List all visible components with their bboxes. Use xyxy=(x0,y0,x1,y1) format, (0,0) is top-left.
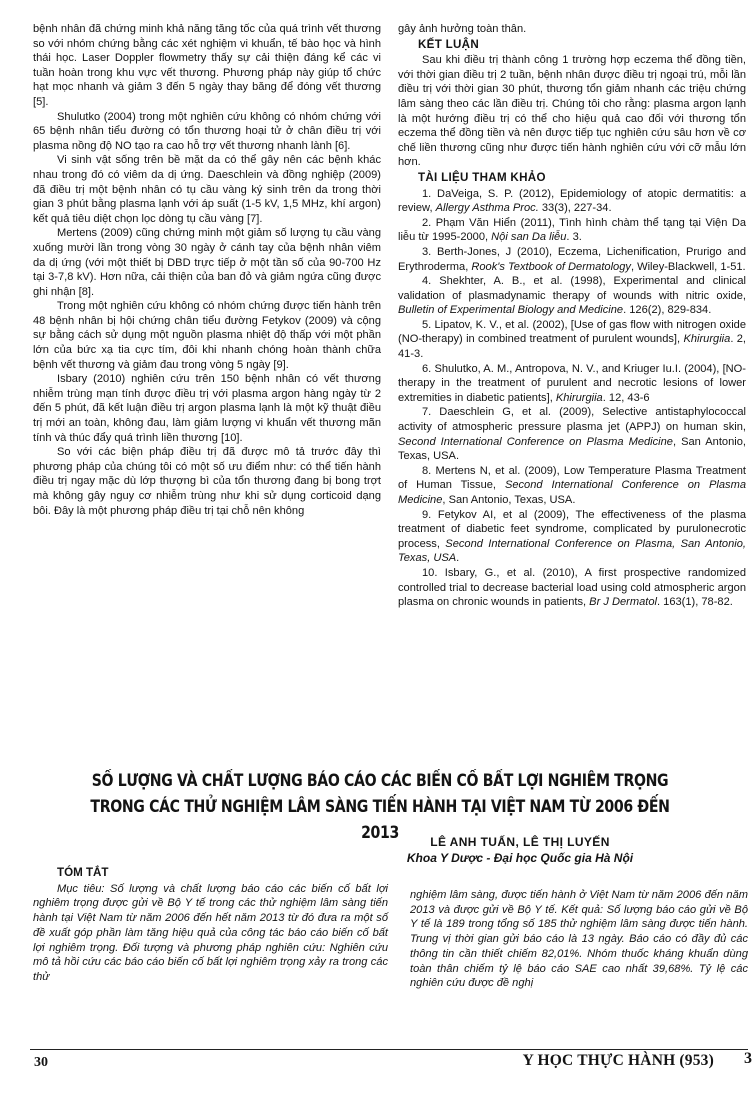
body-paragraph: gây ảnh hưởng toàn thân. xyxy=(398,23,527,35)
body-paragraph: Trong một nghiên cứu không có nhóm chứng được tiến hành trên 48 bệnh nhân bị hội chứng chân tiểu đường Fetykov (2009) và cộng sự bằng cách sử dụng một nguồn plasma nhiệt độ thấp với một phần lớn của bức xạ tia cực tím, đôi khi nhanh chóng hoàn thành chữa bệnh vết thương và giảm đau trong vòng 5 ngày [9]. xyxy=(33,300,381,371)
page-number: 30 xyxy=(34,1055,48,1070)
abstract-left xyxy=(33,866,388,985)
article-title-line: TRONG CÁC THỬ NGHIỆM LÂM SÀNG TIẾN HÀNH TẠI VIỆT NAM TỪ 2006 ĐẾN 2013 xyxy=(90,797,670,842)
left-column xyxy=(33,22,381,518)
body-paragraph: Vi sinh vật sống trên bề mặt da có thể gây nên các bệnh khác nhau trong đó có viêm da dị ứng. Daeschlein và đồng nghiệp (2009) đã điều trị một bệnh nhân có tụ cầu vàng ký sinh trên da trong thời gian 3 phút bằng plasma lạnh với áp suất (1-5 kV, 1,5 MHz, khí argon) kết quả tiêu diệt chọn lọc dòng tụ cầu vàng [7]. xyxy=(33,154,381,225)
reference-list xyxy=(398,187,746,610)
author-block xyxy=(370,834,670,866)
reference-item: 6. Shulutko, A. M., Antropova, N. V., and Kriuger Iu.I. (2004), [NO-therapy in the treatment of purulent and necrotic lesions of lower extremities in diabetic patients], Khirurgiia. 12, 43-6 xyxy=(398,362,746,404)
reference-item: 3. Berth-Jones, J (2010), Eczema, Lichenification, Prurigo and Erythroderma, Rook's Textbook of Dermatology, Wiley-Blackwell, 1-51. xyxy=(398,245,746,273)
reference-item: 1. DaVeiga, S. P. (2012), Epidemiology of atopic dermatitis: a review, Allergy Asthma Proc. 33(3), 227-34. xyxy=(398,187,746,215)
references-heading: TÀI LIỆU THAM KHẢO xyxy=(418,170,546,184)
reference-item: 8. Mertens N, et al. (2009), Low Temperature Plasma Treatment of Human Tissue, Second International Conference on Plasma Medicine, San Antonio, Texas, USA. xyxy=(398,464,747,506)
reference-item: 10. Isbary, G., et al. (2010), A first prospective randomized controlled trial to decrease bacterial load using cold atmospheric argon plasma on chronic wounds in patients, Br J Dermatol. 163(1), 78-82. xyxy=(398,566,746,609)
abstract-right xyxy=(410,888,748,991)
conclusion-paragraph: Sau khi điều trị thành công 1 trường hợp eczema thể đồng tiền, với thời gian điều trị 2 tuần, bệnh nhân được điều trị ngoại trú, mỗi lần điều trị với thời gian 30 phút, thương tổn giảm nhanh các triệu chứng lâm sàng theo các lần điều trị. Chúng tôi cho rằng: plasma argon lạnh là một hướng điều trị có thể cho hiệu quả cao đối với thương tổn eczema thể đồng tiền và nên được tiếp tục nghiên cứu sâu hơn về cơ chế liền thương cũng như được tiến hành nghiên cứu với cỡ mẫu lớn hơn. xyxy=(398,54,746,169)
footer-divider xyxy=(30,1049,748,1050)
body-paragraph: Isbary (2010) nghiên cứu trên 150 bệnh nhân có vết thương nhiễm trùng mạn tính được điều trị với plasma argon hàng ngày từ 2 đến 5 phút, đã kết luận điều trị argon plasma lạnh là một kỹ thuật điều trị mới an toàn, không đau, làm giảm lượng vi khuẩn vết thương mãn tính và thúc đẩy quá trình liền thương [10]. xyxy=(33,373,381,444)
page-corner-mark: 3 xyxy=(744,1050,752,1067)
abstract-paragraph: nghiệm lâm sàng, được tiến hành ở Việt Nam từ năm 2006 đến năm 2013 và được gửi về Bộ Y tế. Kết quả: Số lượng báo cáo gửi về Bộ Y tế là 189 trong tổng số 185 thử nghiệm lâm sàng được tiến hành. Trung vị thời gian gửi báo cáo là 13 ngày. Báo cáo có đầy đủ các thông tin cần thiết chiếm 82,01%. Nhóm thuốc kháng khuẩn dùng toàn thân chiếm tỷ lệ báo cáo SAE cao nhất 39,68%. Tỷ lệ các nghiên cứu được đề nghị xyxy=(410,889,748,990)
body-paragraph: Mertens (2009) cũng chứng minh một giảm số lượng tụ cầu vàng xuống mười lần trong vòng 30 ngày ở cánh tay của bệnh nhân viêm da dị ứng (với một thiết bị DBD trực tiếp ở một tần số của 90-700 Hz tại 3-7,8 kV). Hơn nữa, cải thiện của ban đỏ và giảm ngứa cũng được ghi nhận [8]. xyxy=(33,227,381,298)
body-paragraph: Shulutko (2004) trong một nghiên cứu không có nhóm chứng với 65 bệnh nhân tiểu đường có tổn thương hoại tử ở chân điều trị với plasma nồng độ NO tạo ra cao hỗ trợ vết thương nhanh lành [6]. xyxy=(33,110,381,152)
abstract-paragraph: Mục tiêu: Số lượng và chất lượng báo cáo các biến cố bất lợi nghiêm trọng được gửi về Bộ Y tế trong các thử nghiệm lâm sàng tiến hành tại Việt Nam từ năm 2006 đến hết năm 2013 từ đó đưa ra một số đề xuất góp phần làm tăng hiệu quả của công tác báo cáo biến cố bất lợi nghiêm trọng. Đối tượng và phương pháp nghiên cứu: Nghiên cứu mô tả hồi cứu các báo cáo biến cố bất lợi nghiêm trọng xảy ra trong các thử xyxy=(33,882,388,983)
reference-item: 5. Lipatov, K. V., et al. (2002), [Use of gas flow with nitrogen oxide (NO-therapy) in combined treatment of purulent wounds], Khirurgiia. 2, 41-3. xyxy=(398,318,746,361)
reference-item: 7. Daeschlein G, et al. (2009), Selective antistaphylococcal activity of atmospheric pressure plasma jet (APPJ) on human skin, Second International Conference on Plasma Medicine, San Antonio, Texas, USA. xyxy=(398,406,746,463)
author-names: LÊ ANH TUẤN, LÊ THỊ LUYẾN xyxy=(430,835,610,849)
right-column xyxy=(398,22,746,610)
reference-item: 2. Phạm Văn Hiển (2011), Tình hình chàm thể tạng tại Viện Da liễu từ 1995-2000, Nội san Da liễu. 3. xyxy=(398,216,746,244)
article-title-line: SỐ LƯỢNG VÀ CHẤT LƯỢNG BÁO CÁO CÁC BIẾN CỐ BẤT LỢI NGHIÊM TRỌNG xyxy=(91,771,669,790)
author-affiliation: Khoa Y Dược - Đại học Quốc gia Hà Nội xyxy=(406,851,634,865)
body-paragraph: So với các biện pháp điều trị đã được mô tả trước đây thì phương pháp của chúng tôi có một số ưu điểm như: có thể tiến hành điều trị ngay mặc dù lớp thượng bì của tổn thương đang bị bong trợt mà không gây nguy cơ nhiễm trùng như khi sử dụng corticoid dạng bôi. Đây là một phương pháp điều trị tại chỗ nên không xyxy=(33,446,381,517)
journal-name: Y HỌC THỰC HÀNH (953) xyxy=(522,1052,714,1069)
abstract-heading: TÓM TẮT xyxy=(57,866,109,879)
body-paragraph: bệnh nhân đã chứng minh khả năng tăng tốc của quá trình vết thương so với nhóm chứng bằng các xét nghiệm vi khuẩn, tế bào học và hình thái học. Laser Doppler flowmetry thấy sự cải thiện đáng kể các vi tuần hoàn trong khu vực vết thương. Phương pháp này giúp tổ chức hạt mọc nhanh và giảm 3 đến 5 ngày thay băng để đóng vết thương [5]. xyxy=(33,23,381,108)
reference-item: 4. Shekhter, A. B., et al. (1998), Experimental and clinical validation of plasmadynamic therapy of wounds with nitric oxide, Bulletin of Experimental Biology and Medicine. 126(2), 829-834. xyxy=(398,275,746,317)
conclusion-heading: KẾT LUẬN xyxy=(418,37,480,51)
reference-item: 9. Fetykov AI, et al (2009), The effectiveness of the plasma treatment of diabetic feet syndrome, complicated by purulonecrotic process, Second International Conference on Plasma, San Antonio, Texas, USA. xyxy=(398,508,746,565)
